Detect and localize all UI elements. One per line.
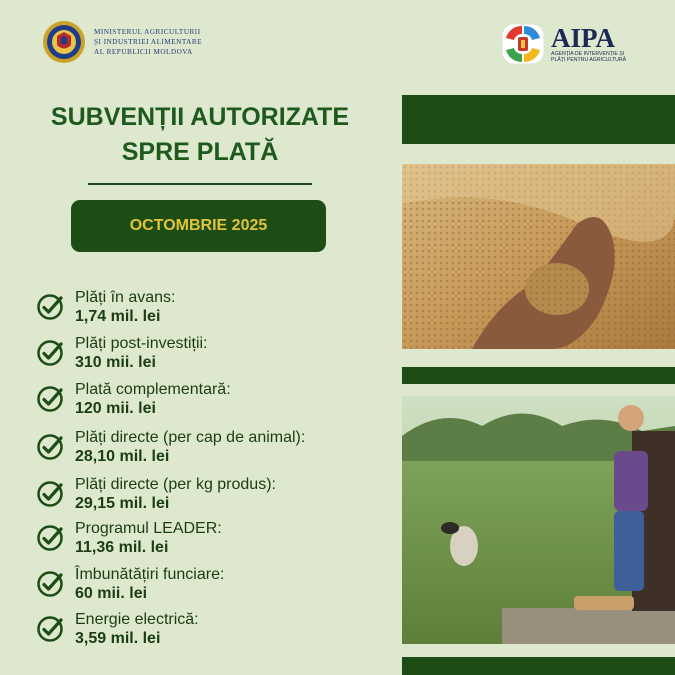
item-label: Plăți post-investiții: — [75, 335, 208, 352]
aipa-subtitle: AGENȚIA DE INTERVENȚIE ȘI PLĂȚI PENTRU AGRICULTURĂ — [551, 51, 627, 63]
middle-green-band — [402, 367, 675, 384]
list-item — [36, 519, 222, 557]
item-label: Programul LEADER: — [75, 520, 222, 537]
item-value: 1,74 mil. lei — [75, 308, 161, 325]
list-item — [36, 565, 224, 603]
item-value: 310 mii. lei — [75, 354, 156, 371]
ministry-emblem-icon — [42, 20, 86, 64]
aipa-name: AIPA — [551, 23, 615, 53]
check-circle-icon — [36, 385, 64, 413]
item-label: Plăți în avans: — [75, 289, 176, 306]
list-item — [36, 380, 231, 418]
item-value: 120 mii. lei — [75, 400, 156, 417]
item-value: 29,15 mil. lei — [75, 495, 170, 512]
list-item — [36, 334, 208, 372]
check-circle-icon — [36, 615, 64, 643]
check-circle-icon — [36, 433, 64, 461]
item-value: 3,59 mil. lei — [75, 630, 161, 647]
ministry-line-1: MINISTERUL AGRICULTURII — [94, 28, 201, 36]
check-circle-icon — [36, 293, 64, 321]
aipa-logo — [500, 22, 639, 66]
page-title — [40, 100, 360, 170]
item-label: Plăți directe (per cap de animal): — [75, 429, 306, 446]
period-label: OCTOMBRIE 2025 — [129, 217, 268, 234]
period-badge — [71, 200, 326, 252]
ministry-line-2: ȘI INDUSTRIEI ALIMENTARE — [94, 38, 203, 46]
aipa-logo-icon — [500, 22, 546, 66]
list-item — [36, 428, 305, 466]
list-item — [36, 475, 276, 513]
grain-photo — [402, 164, 675, 349]
ministry-line-3: AL REPUBLICII MOLDOVA — [94, 48, 193, 56]
ministry-logo — [42, 20, 202, 64]
title-divider — [88, 183, 312, 185]
item-label: Plăți directe (per kg produs): — [75, 476, 276, 493]
item-value: 11,36 mil. lei — [75, 539, 169, 556]
check-circle-icon — [36, 480, 64, 508]
list-item — [36, 610, 199, 648]
list-item — [36, 288, 176, 326]
title-line-1: SUBVENȚII AUTORIZATE — [50, 103, 350, 131]
top-green-band — [402, 95, 675, 144]
item-value: 60 mii. lei — [75, 585, 148, 602]
item-label: Energie electrică: — [75, 611, 199, 628]
item-label: Îmbunătățiri funciare: — [75, 566, 225, 583]
item-value: 28,10 mil. lei — [75, 448, 170, 465]
check-circle-icon — [36, 570, 64, 598]
title-line-2: SPRE PLATĂ — [121, 138, 279, 166]
check-circle-icon — [36, 524, 64, 552]
farm-photo — [402, 396, 675, 644]
check-circle-icon — [36, 339, 64, 367]
item-label: Plată complementară: — [75, 381, 231, 398]
bottom-green-band — [402, 657, 675, 675]
